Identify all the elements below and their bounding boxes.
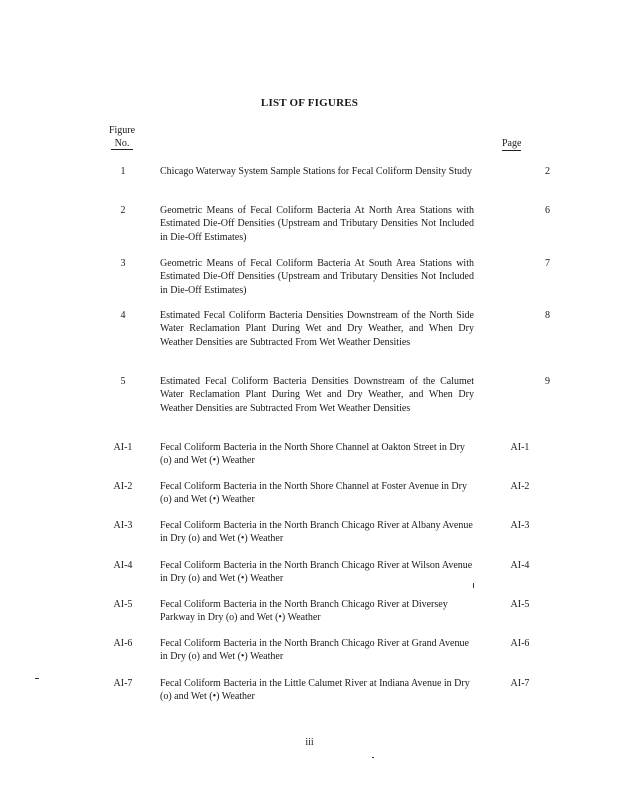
figure-description: Fecal Coliform Bacteria in the North Branch Chicago River at Wilson Avenue in Dry (o) and Wet (•) Weather <box>160 560 473 585</box>
figure-number: AI-1 <box>113 442 133 453</box>
figure-page: AI-1 <box>510 442 530 453</box>
figure-number: AI-7 <box>113 678 133 689</box>
figure-page: 6 <box>545 205 550 216</box>
figure-number: AI-3 <box>113 520 133 531</box>
figure-page: AI-5 <box>510 599 530 610</box>
figure-page: 8 <box>545 310 550 321</box>
page-number: iii <box>305 737 314 748</box>
figure-number: 2 <box>120 205 126 216</box>
figure-page: AI-3 <box>510 520 530 531</box>
scan-speck <box>35 678 39 679</box>
figure-page: 7 <box>545 258 550 269</box>
figure-description: Fecal Coliform Bacteria in the North Shore Channel at Foster Avenue in Dry (o) and Wet (•) Weather <box>160 481 467 506</box>
figure-description: Estimated Fecal Coliform Bacteria Densities Downstream of the Calumet Water Reclamation Plant During Wet and Dry Weather, and When Dry Weather Densities are Subtracted From Wet Weather Densities <box>160 376 474 414</box>
figure-description: Chicago Waterway System Sample Stations for Fecal Coliform Density Study <box>160 166 473 177</box>
figure-description: Geometric Means of Fecal Coliform Bacteria At South Area Stations with Estimated Die-Off Densities (Upstream and Tributary Densities Not Included in Die-Off Estimates) <box>160 258 474 296</box>
scan-speck <box>473 583 474 588</box>
column-header-page: Page <box>502 138 522 149</box>
figure-page: AI-6 <box>510 638 530 649</box>
column-header-figure-no <box>102 124 142 150</box>
figure-number: 5 <box>120 376 126 387</box>
figure-number: AI-6 <box>113 638 133 649</box>
figure-description: Fecal Coliform Bacteria in the North Branch Chicago River at Diversey Parkway in Dry (o) and Wet (•) Weather <box>160 599 448 624</box>
figure-number: AI-5 <box>113 599 133 610</box>
figure-number: AI-4 <box>113 560 133 571</box>
figure-number: 4 <box>120 310 126 321</box>
figure-description: Fecal Coliform Bacteria in the North Branch Chicago River at Albany Avenue in Dry (o) and Wet (•) Weather <box>160 520 473 545</box>
figure-number: 3 <box>120 258 126 269</box>
column-header-figure-line2: No. <box>111 138 134 150</box>
figure-number: 1 <box>120 166 126 177</box>
figure-description: Estimated Fecal Coliform Bacteria Densities Downstream of the North Side Water Reclamation Plant During Wet and Dry Weather, and When Dry Weather Densities are Subtracted From Wet Weather Densities <box>160 310 474 348</box>
figure-page: 9 <box>545 376 550 387</box>
figure-description: Geometric Means of Fecal Coliform Bacteria At North Area Stations with Estimated Die-Off Densities (Upstream and Tributary Densities Not Included in Die-Off Estimates) <box>160 205 474 243</box>
figure-description: Fecal Coliform Bacteria in the Little Calumet River at Indiana Avenue in Dry (o) and Wet (•) Weather <box>160 678 470 703</box>
figure-page: AI-7 <box>510 678 530 689</box>
figure-description: Fecal Coliform Bacteria in the North Branch Chicago River at Grand Avenue in Dry (o) and Wet (•) Weather <box>160 638 469 663</box>
page-title: LIST OF FIGURES <box>260 97 359 109</box>
figure-number: AI-2 <box>113 481 133 492</box>
figure-page: 2 <box>545 166 550 177</box>
column-header-figure-line1: Figure <box>108 125 136 136</box>
figure-description: Fecal Coliform Bacteria in the North Shore Channel at Oakton Street in Dry (o) and Wet (•) Weather <box>160 442 465 467</box>
figure-page: AI-2 <box>510 481 530 492</box>
scan-speck <box>372 757 374 758</box>
figure-page: AI-4 <box>510 560 530 571</box>
